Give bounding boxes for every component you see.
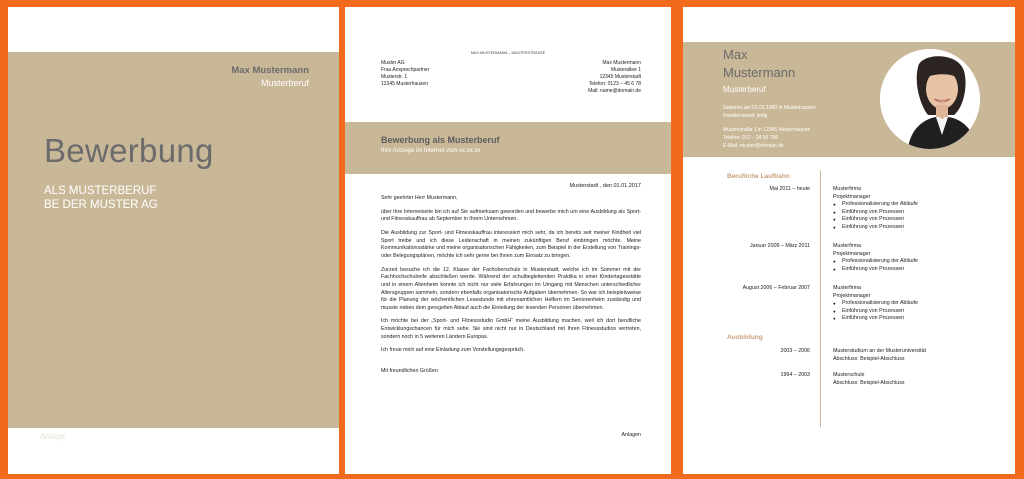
cover-name: Max Mustermann	[231, 65, 309, 76]
sender-return-line: MAX MUSTERMANN – MUSTERSTRASSE	[470, 51, 546, 55]
career-entry	[833, 186, 918, 232]
career-bullet: ● Professionalisierung der Abläufe	[833, 201, 918, 209]
education-line: Musterschule	[833, 372, 865, 378]
cv-last-name: Mustermann	[723, 65, 796, 80]
sender-line: 12345 Musterstadt	[599, 74, 641, 80]
cover-title: Bewerbung	[44, 132, 214, 169]
letter-enclosure: Anlagen	[621, 432, 641, 438]
education-date: 1994 – 2003	[780, 372, 810, 378]
sender-line: Musterallee 1	[610, 67, 641, 73]
cv-page	[683, 7, 1015, 474]
career-bullet: ● Einführung von Prozessen	[833, 308, 918, 316]
sender-line: Telefon: 0123 – 45 6 78	[588, 81, 641, 87]
cv-status: Familienstand: ledig	[723, 113, 768, 119]
education-entry	[833, 348, 926, 363]
cv-job: Musterberuf	[723, 85, 766, 94]
career-date: August 2006 – Februar 2007	[742, 285, 810, 291]
sender-line: Mail: name@domain.de	[588, 88, 641, 94]
education-line: Musterstudium an der Musteruniversität	[833, 348, 927, 354]
letter-body	[381, 195, 641, 382]
career-entry	[833, 243, 918, 273]
letter-page	[345, 7, 671, 474]
career-bullet: ● Einführung von Prozessen	[833, 224, 918, 232]
education-entry	[833, 372, 905, 387]
sender-line: Max Mustermann	[602, 60, 641, 66]
portrait-illustration	[880, 49, 980, 149]
career-date: Mai 2011 – heute	[769, 186, 810, 192]
recipient-line: 12345 Musterhausen	[381, 81, 428, 87]
letter-date: Musterstadt , den 01.01.2017	[569, 183, 641, 189]
education-line: Abschluss: Beispiel-Abschluss	[833, 355, 905, 362]
cv-first-name: Max	[723, 47, 748, 62]
career-bullet: ● Professionalisierung der Abläufe	[833, 258, 918, 266]
letter-paragraph: Ich freue mich auf eine Einladung zum Vorstellungsgespräch.	[381, 347, 525, 354]
education-line: Abschluss: Beispiel-Abschluss	[833, 379, 905, 386]
letter-paragraph: Die Ausbildung zur Sport- und Fitnesskauffrau interessiert mich sehr, da ich bereits seit meiner Kindheit viel Sport treibe und ich diese Leidenschaft in meinen zukünftigen Beruf einbringen möchte. Meine Kommunikationsstärke und meine organisatorischen Fähigkeiten, zum Beispiel in der Erstellung von Trainings- oder Belegungsplänen, möchte ich sehr gerne bei Ihnen zum Einsatz zu bringen.	[381, 230, 641, 259]
letter-paragraph: über Ihre Internetseite bin ich auf Sie aufmerksam geworden und bewerbe mich um eine Ausbildung als Sport- und Fitnesskauffrau ab September in Ihrem Unternehmen.	[381, 208, 641, 223]
career-role: Projektmanager	[833, 292, 871, 299]
cover-job: Musterberuf	[260, 78, 309, 88]
career-role: Projektmanager	[833, 193, 871, 200]
recipient-line: Musterstr. 1	[381, 74, 408, 80]
career-bullet: ● Professionalisierung der Abläufe	[833, 300, 918, 308]
recipient-address	[381, 60, 429, 88]
cover-band	[8, 52, 339, 428]
cover-subtitle-line1: ALS MUSTERBERUF	[44, 185, 157, 197]
recipient-line: Frau Ansprechpartner	[381, 67, 430, 73]
sender-address	[588, 60, 641, 95]
career-company: Musterfirma	[833, 243, 861, 249]
letter-closing: Mit freundlichen Grüßen	[381, 368, 438, 375]
cv-section-career: Berufliche Laufbahn	[727, 173, 790, 180]
cover-subtitle-line2: BE DER MUSTER AG	[44, 199, 158, 211]
letter-salutation: Sehr geehrter Herr Mustermann,	[381, 195, 458, 201]
cover-footer: Anlage	[40, 432, 65, 441]
cv-born: Geboren am 01.01.1980 in Musterhausen	[723, 105, 816, 111]
career-bullet: ● Einführung von Prozessen	[833, 209, 918, 217]
letter-paragraph: Ich möchte bei der „Sport- und Fitnessstudio GmbH“ meine Ausbildung machen, weil ich dort berufliche Entwicklungschancen für mich sehe. Sie sind nicht nur in Deutschland mit Ihren Fitnessstudios vertreten, sondern noch in 5 weiteren Ländern Europas.	[381, 318, 641, 340]
letter-paragraph: Zurzeit besuche ich die 12. Klasse der Fachoberschule in Musterstadt, welche ich im Sommer mit der Fachhochschulreife abschließen werde. Während der schulbegleitenden Praktika in einer Kindertagesstätte und in einem Altenheim konnte ich nicht nur viele Erfahrungen im Umgang mit Menschen unterschiedlicher Altersgruppen sammeln, sondern ebenfalls organisatorische Aufgaben übernehmen. So war ich beispielsweise für die Planung der wöchentlichen Lesestunde mit ehrenamtlichen Helfern im Seniorenheim zuständig und musste neben dem geregelten Ablauf auch die Einteilung der lesenden Personen übernehmen.	[381, 266, 641, 311]
cv-address: Musterstraße 1 in 12345 Musterhausen	[723, 127, 811, 133]
cv-phone: Telefon: 012 – 34 56 789	[723, 135, 779, 141]
career-company: Musterfirma	[833, 285, 861, 291]
cv-timeline-divider	[820, 170, 821, 427]
letter-subject: Bewerbung als Musterberuf	[381, 135, 500, 145]
career-date: Januar 2009 – März 2011	[750, 243, 810, 249]
cover-page	[8, 7, 339, 474]
education-date: 2003 – 2006	[780, 348, 810, 354]
career-bullet: ● Einführung von Prozessen	[833, 266, 918, 274]
career-bullet: ● Einführung von Prozessen	[833, 216, 918, 224]
cv-section-education: Ausbildung	[727, 334, 763, 341]
profile-photo	[880, 49, 980, 149]
career-role: Projektmanager	[833, 250, 871, 257]
career-company: Musterfirma	[833, 186, 861, 192]
cv-email: E-Mail: muster@domain.de	[723, 143, 784, 149]
career-bullet: ● Einführung von Prozessen	[833, 315, 918, 323]
letter-reference: Ihre Anzeige im Internet vom xx.xx.xx	[381, 148, 481, 154]
recipient-line: Muster AG	[381, 60, 405, 66]
career-entry	[833, 285, 918, 323]
